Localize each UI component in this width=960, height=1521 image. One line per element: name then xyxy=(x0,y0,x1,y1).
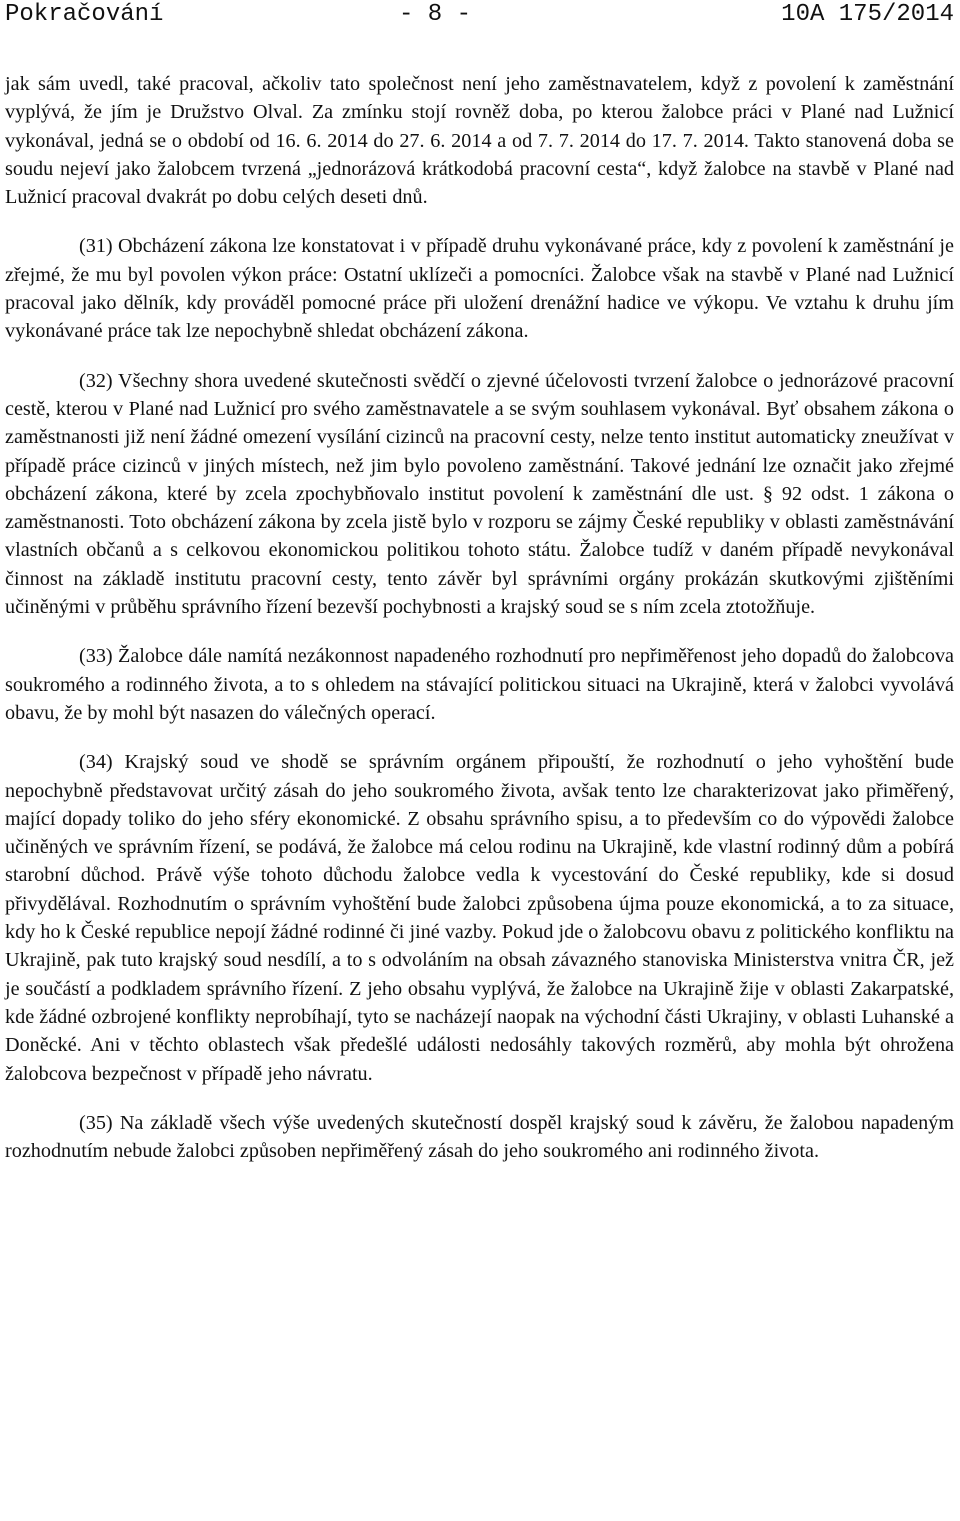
paragraph-35: (35) Na základě všech výše uvedených skutečností dospěl krajský soud k závěru, že žalobou napadeným rozhodnutím nebude žalobci způsoben nepřiměřený zásah do jeho soukromého ani rodinného života. xyxy=(5,1111,954,1163)
page-header xyxy=(5,0,954,30)
paragraph-continuation: jak sám uvedl, také pracoval, ačkoliv tato společnost není jeho zaměstnavatelem, když z povolení k zaměstnání vyplývá, že jím je Družstvo Olval. Za zmínku stojí rovněž doba, po kterou žalobce práci v Plané nad Lužnicí vykonával, jedná se o období od 16. 6. 2014 do 27. 6. 2014 a od 7. 7. 2014 do 17. 7. 2014. Takto stanovená doba se soudu nejeví jako žalobcem tvrzená „jednorázová krátkodobá pracovní cesta“, když žalobce na stavbě v Plané nad Lužnicí pracoval dvakrát po dobu celých deseti dnů. xyxy=(5,73,954,209)
paragraph-34: (34) Krajský soud ve shodě se správním orgánem připouští, že rozhodnutí o jeho vyhoštění bude nepochybně představovat určitý zásah do jeho soukromého života, avšak tento lze charakterizovat jako přiměřený, mající dopady toliko do jeho sféry ekonomické. Z obsahu správního spisu, a to především co do výpovědi žalobce učiněných ve správním řízení, se podává, že žalobce má celou rodinu na Ukrajině, kde vlastní rodinný dům a pobírá starobní důchod. Právě výše tohoto důchodu žalobce vedla k vycestování do České republiky, kde si dosud přivydělával. Rozhodnutím o správním vyhoštění bude žalobci způsobena újma pouze ekonomická, a to za situace, kdy ho k České republice nepojí žádné rodinné či jiné vazby. Pokud jde o žalobcovu obavu z politického konfliktu na Ukrajině, pak tuto krajský soud nesdílí, a to s odvoláním na obsah závazného stanoviska Ministerstva vnitra ČR, jež je součástí a podkladem správního řízení. Z jeho obsahu vyplývá, že žalobce na Ukrajině žije v oblasti Zakarpatské, kde žádné ozbrojené konflikty neprobíhají, tyto se nacházejí naopak na východní části Ukrajiny, v oblasti Luhanské a Doněcké. Ani v těchto oblastech však předešlé události nedosáhly takových rozměrů, aby mohla být ohrožena žalobcova bezpečnost v případě jeho návratu. xyxy=(5,751,954,1085)
paragraph-33: (33) Žalobce dále namítá nezákonnost napadeného rozhodnutí pro nepřiměřenost jeho dopadů do žalobcova soukromého a rodinného života, a to s ohledem na stávající politickou situaci na Ukrajině, která v žalobci vyvolává obavu, že by mohl být nasazen do válečných operací. xyxy=(5,645,954,724)
page-number: - 8 - xyxy=(399,1,472,28)
paragraph-32: (32) Všechny shora uvedené skutečnosti svědčí o zjevné účelovosti tvrzení žalobce o jednorázové pracovní cestě, kterou v Plané nad Lužnicí pro svého zaměstnavatele a se svým souhlasem vykonával. Byť obsahem zákona o zaměstnanosti již není žádné omezení vysílání cizinců na pracovní cesty, nelze tento institut automaticky zneužívat v případě práce cizinců v jiných místech, než jim bylo povoleno zaměstnání. Takové jednání lze označit jako zřejmé obcházení zákona, které by zcela zpochybňovalo institut povolení k zaměstnání dle ust. § 92 odst. 1 zákona o zaměstnanosti. Toto obcházení zákona by zcela jistě bylo v rozporu se zájmy České republiky v oblasti zaměstnávání vlastních občanů a s celkovou ekonomickou politikou tohoto státu. Žalobce tudíž v daném případě nevykonával činnost na základě institutu pracovní cesty, tento závěr byl správními orgány prokázán skutkovými zjištěními učiněnými v průběhu správního řízení bezevší pochybnosti a krajský soud se s ním zcela ztotožňuje. xyxy=(5,369,954,619)
document-body xyxy=(5,70,954,1165)
header-continuation-label: Pokračování xyxy=(5,1,164,28)
case-number: 10A 175/2014 xyxy=(781,1,954,28)
paragraph-31: (31) Obcházení zákona lze konstatovat i v případě druhu vykonávané práce, kdy z povolení k zaměstnání je zřejmé, že mu byl povolen výkon práce: Ostatní uklízeči a pomocníci. Žalobce však na stavbě v Plané nad Lužnicí pracoval jako dělník, kdy prováděl pomocné práce při uložení drenážní hadice ve výkopu. Ve vztahu k druhu jím vykonávané práce tak lze nepochybně shledat obcházení zákona. xyxy=(5,235,954,343)
